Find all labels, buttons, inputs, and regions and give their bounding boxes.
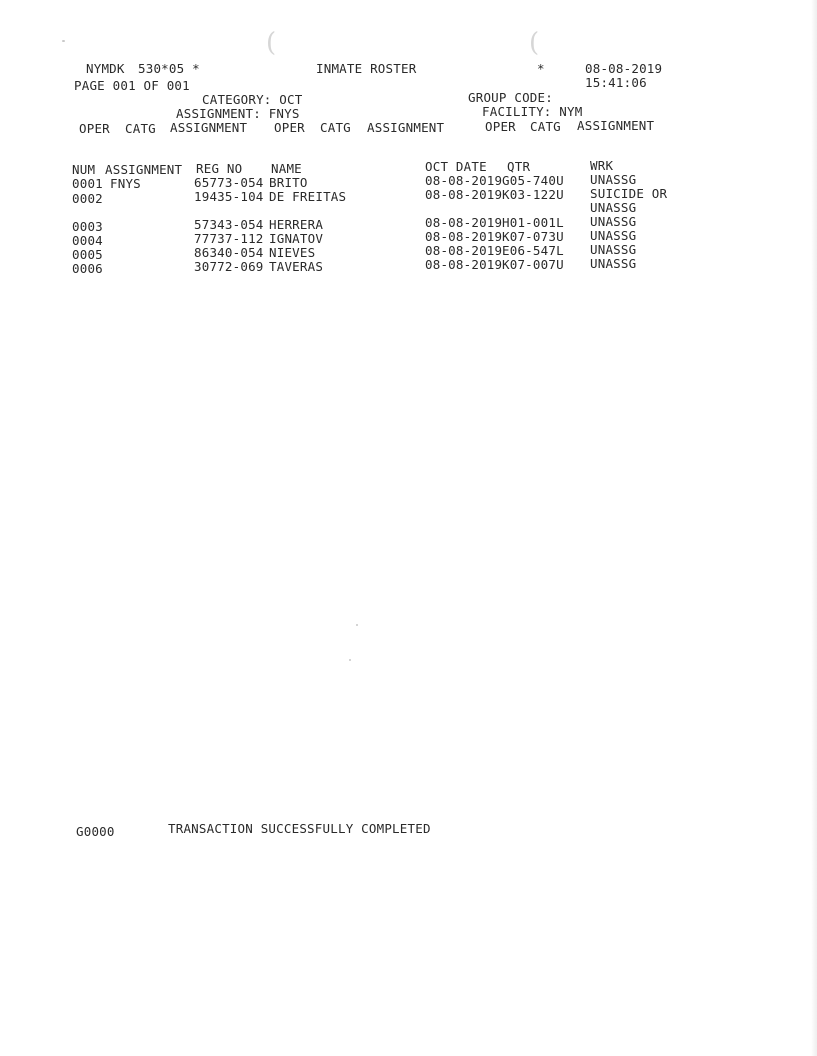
row-wrk: UNASSG (590, 228, 637, 243)
row-date: 08-08-2019 (425, 187, 503, 202)
row-name: BRITO (269, 175, 308, 190)
row-reg-no: 65773-054 (194, 175, 264, 190)
row-qtr: K07-007U (502, 257, 564, 272)
row-qtr: H01-001L (502, 215, 564, 230)
assignment-criteria: ASSIGNMENT: FNYS (176, 106, 300, 121)
row-assignment: FNYS (110, 176, 141, 191)
criteria-col-assignment: ASSIGNMENT (170, 120, 248, 135)
page-indicator: PAGE 001 OF 001 (74, 78, 190, 93)
transaction-code: 530*05 * (138, 61, 200, 76)
col-header-name: NAME (271, 161, 302, 176)
report-time: 15:41:06 (585, 75, 647, 90)
criteria-col-catg: CATG (125, 121, 156, 136)
row-name: TAVERAS (269, 259, 324, 274)
facility-criteria: FACILITY: NYM (482, 104, 583, 119)
row-date: 08-08-2019 (425, 243, 503, 258)
criteria-col-assignment: ASSIGNMENT (367, 120, 445, 135)
scan-speck (62, 40, 65, 42)
criteria-col-catg: CATG (320, 120, 351, 135)
row-qtr: K07-073U (502, 229, 564, 244)
status-message: TRANSACTION SUCCESSFULLY COMPLETED (168, 821, 431, 836)
col-header-oct-date: OCT DATE (425, 159, 487, 174)
row-wrk: UNASSG (590, 242, 637, 257)
row-reg-no: 77737-112 (194, 231, 264, 246)
scan-edge (811, 0, 817, 1056)
row-num: 0004 (72, 233, 103, 248)
col-header-reg-no: REG NO (196, 161, 243, 176)
row-date: 08-08-2019 (425, 257, 503, 272)
row-reg-no: 57343-054 (194, 217, 264, 232)
row-wrk: SUICIDE OR (590, 186, 668, 201)
row-num: 0001 (72, 176, 103, 191)
criteria-col-oper: OPER (485, 119, 516, 134)
header-star: * (537, 61, 545, 76)
criteria-col-oper: OPER (79, 121, 110, 136)
row-name: IGNATOV (269, 231, 324, 246)
row-date: 08-08-2019 (425, 173, 503, 188)
col-header-qtr: QTR (507, 159, 531, 174)
row-date: 08-08-2019 (425, 229, 503, 244)
scan-mark-paren: ( (266, 28, 277, 58)
criteria-col-oper: OPER (274, 120, 305, 135)
row-num: 0005 (72, 247, 103, 262)
row-name: DE FREITAS (269, 189, 347, 204)
row-name: HERRERA (269, 217, 324, 232)
row-qtr: G05-740U (502, 173, 564, 188)
row-wrk: UNASSG (590, 214, 637, 229)
row-wrk-secondary: UNASSG (590, 200, 637, 215)
row-qtr: E06-547L (502, 243, 564, 258)
col-header-assignment: ASSIGNMENT (105, 162, 183, 177)
row-num: 0002 (72, 191, 103, 206)
row-num: 0003 (72, 219, 103, 234)
row-num: 0006 (72, 261, 103, 276)
row-qtr: K03-122U (502, 187, 564, 202)
row-reg-no: 30772-069 (194, 259, 264, 274)
report-title: INMATE ROSTER (316, 61, 417, 76)
col-header-num: NUM (72, 162, 96, 177)
criteria-col-assignment: ASSIGNMENT (577, 118, 655, 133)
row-name: NIEVES (269, 245, 316, 260)
col-header-wrk: WRK (590, 158, 614, 173)
category-criteria: CATEGORY: OCT (202, 92, 303, 107)
system-id: NYMDK (86, 61, 125, 76)
row-wrk: UNASSG (590, 256, 637, 271)
row-date: 08-08-2019 (425, 215, 503, 230)
group-code-criteria: GROUP CODE: (468, 90, 553, 105)
status-code: G0000 (76, 824, 115, 839)
row-wrk: UNASSG (590, 172, 637, 187)
scan-speck (349, 659, 351, 661)
scan-mark-paren: ( (529, 28, 540, 58)
report-date: 08-08-2019 (585, 61, 663, 76)
scan-speck (356, 624, 358, 626)
row-reg-no: 19435-104 (194, 189, 264, 204)
criteria-col-catg: CATG (530, 119, 561, 134)
row-reg-no: 86340-054 (194, 245, 264, 260)
